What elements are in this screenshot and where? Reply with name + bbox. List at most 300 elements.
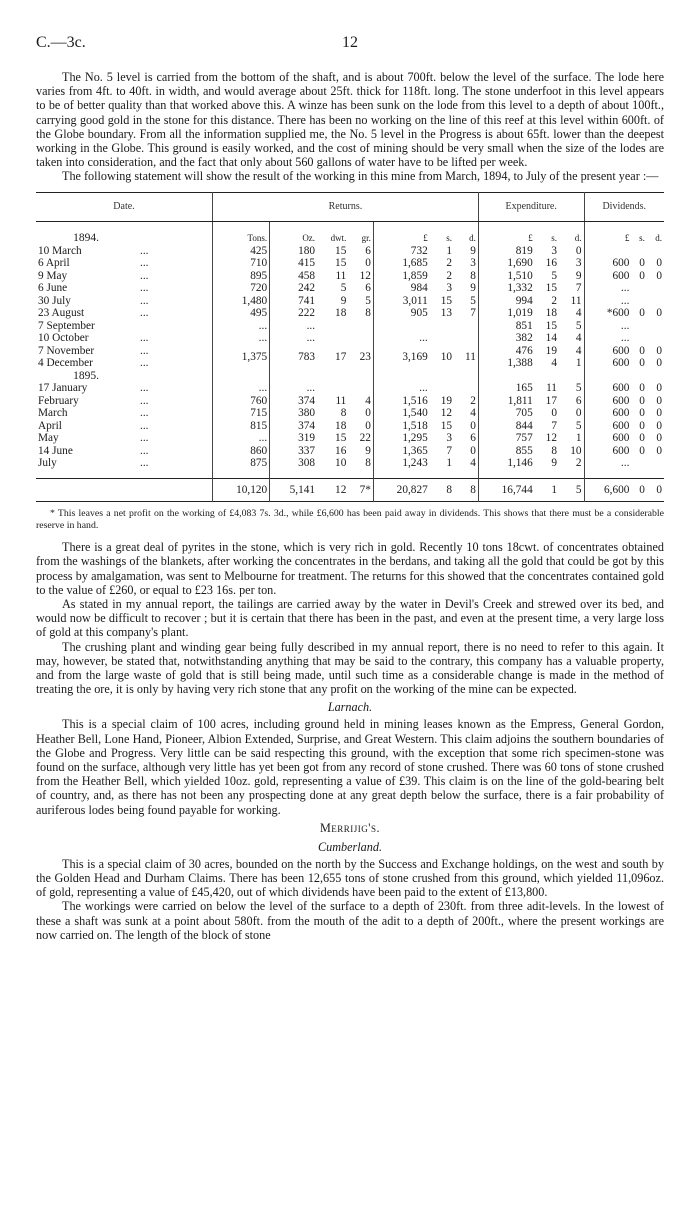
cell-el: 851 (478, 320, 534, 333)
cell-ds: 0 (639, 269, 645, 282)
cell-rl: 1,243 (373, 457, 429, 470)
unit-label: Tons. (213, 222, 270, 245)
paragraph: The following statement will show the result of the working in this mine from March, 1894, to July of the present year :— (62, 169, 659, 184)
row-date: 10 March (38, 244, 82, 257)
cell-gr: 4 (365, 394, 371, 407)
row-leader: ... (140, 407, 149, 420)
total-oz: 5,141 (270, 478, 317, 502)
unit-label: gr. (361, 233, 371, 244)
cell-dl: 600 (584, 432, 631, 445)
cell-ds: 0 (639, 382, 645, 395)
returns-header: Returns. (213, 192, 479, 222)
cell-rl: 1,365 (373, 445, 429, 458)
cell-dd (647, 282, 664, 295)
unit-label: £ (373, 222, 429, 245)
row-date: 23 August (38, 307, 85, 320)
cell-ds (631, 320, 646, 333)
row-date: 14 June (38, 444, 73, 457)
cell-rl: 1,685 (373, 257, 429, 270)
table-cell (584, 470, 631, 479)
unit-label: s. (446, 233, 452, 244)
cell-rd: 8 (470, 269, 476, 282)
cell-dwt (317, 332, 348, 345)
cell-es: 11 (546, 382, 557, 395)
cell-dl: ... (584, 295, 631, 308)
cell-ds (631, 295, 646, 308)
cell-dl: 600 (584, 445, 631, 458)
year-label: 1895. (73, 369, 99, 382)
cell-rd (454, 320, 478, 333)
cell-tons: 860 (213, 445, 270, 458)
table-cell (136, 478, 213, 502)
returns-table (36, 192, 664, 503)
cell-rd: 4 (470, 457, 476, 470)
paragraph: This is a special claim of 100 acres, including ground held in mining leases known as the Empress, General Gordon, Heather Bell, Lone Hand, Pioneer, Albion Extended, Surprise, and Great Western. This claim adjoins the southern boundaries of the Globe and Progress. Very little can be said respecting this ground, with the exception that some rich specimen-stone was found on the surface, although very little has yet been got from any record of stone crushed. There was 60 tons of stone crushed from the Heather Bell, which yielded 10oz. gold, representing a value of £39. This claim is on the line of the gold-bearing belt of country, and, as there has not been any prospecting done at any great depth below the surface, there is a fair probability of auriferous lodes being found payable for working. (36, 717, 664, 817)
table-cell (270, 470, 317, 479)
cell-ed: 7 (575, 282, 582, 295)
cell-ds: 0 (639, 394, 645, 407)
cell-gr: 0 (365, 407, 371, 420)
cell-ed: 1 (575, 432, 582, 445)
cell-oz: ... (270, 382, 317, 395)
cell-el: 705 (478, 407, 534, 420)
row-leader: ... (140, 257, 149, 270)
table-cell (631, 370, 646, 383)
row-leader: ... (140, 444, 149, 457)
cell-rs: 3 (446, 432, 452, 445)
cell-gr: 22 (359, 432, 371, 445)
cell-ed: 5 (575, 319, 582, 332)
cell-dwt: 15 (335, 257, 347, 270)
cell-dl: ... (584, 332, 631, 345)
cell-gr: 8 (365, 307, 371, 320)
cell-gr (348, 320, 373, 333)
table-cell (317, 370, 348, 383)
cell-ds (631, 332, 646, 345)
row-date: 6 April (38, 257, 70, 270)
cell-oz: 374 (270, 395, 317, 408)
cell-ds (631, 282, 646, 295)
table-cell (36, 470, 136, 479)
cell-rs: 2 (446, 269, 452, 282)
cell-gr: 8 (365, 457, 371, 470)
row-leader: ... (140, 432, 149, 445)
cell-oz: ... (270, 332, 317, 345)
cell-el: 844 (478, 420, 534, 433)
cell-el: 1,811 (478, 395, 534, 408)
cell-oz: 380 (270, 407, 317, 420)
cell-tons: 1,375 (213, 345, 270, 370)
cell-es: 3 (551, 244, 557, 257)
table-cell (478, 470, 534, 479)
table-row (36, 345, 664, 358)
cell-rs: 15 (440, 419, 452, 432)
document-reference: C.—3c. (36, 34, 86, 51)
cell-rs: 3 (446, 282, 452, 295)
unit-label: d. (469, 233, 476, 244)
cell-dd (647, 320, 664, 333)
paragraph: This is a special claim of 30 acres, bounded on the north by the Success and Exchange holdings, on the west and south by the Golden Head and Durham Claims. There has been 12,655 tons of stone crushed from this ground, which yielded 11,096oz. of gold, representing a value of £45,420, out of which dividends have been paid to the extent of £13,800. (36, 856, 664, 900)
cell-rl: ... (373, 332, 429, 345)
cell-oz: 741 (270, 295, 317, 308)
row-leader: ... (140, 357, 149, 370)
table-row (36, 307, 664, 320)
unit-label: s. (551, 233, 557, 244)
table-cell (559, 470, 584, 479)
paragraph: As stated in my annual report, the tailings are carried away by the water in Devil's Creek and strewed over its bed, and would now be difficult to recover ; but it is certain that there has been in the past, and even at the present time, a very large loss of gold at this company's plant. (36, 596, 664, 640)
cell-gr: 9 (365, 444, 371, 457)
totals-row (36, 478, 664, 502)
table-row (36, 420, 664, 433)
cell-tons: 1,480 (213, 295, 270, 308)
cell-tons: ... (213, 320, 270, 333)
cell-oz: 242 (270, 282, 317, 295)
cell-tons: ... (213, 332, 270, 345)
document-page (36, 30, 664, 942)
cell-dd: 0 (656, 307, 662, 320)
cell-gr (348, 332, 373, 345)
row-leader: ... (140, 244, 149, 257)
cell-dl: 600 (584, 257, 631, 270)
cell-ed: 11 (570, 294, 582, 307)
cell-el: 382 (478, 332, 534, 345)
cell-rl: 1,516 (373, 395, 429, 408)
cell-gr: 0 (365, 419, 371, 432)
cell-rl: 1,518 (373, 420, 429, 433)
unit-label: dwt. (330, 233, 347, 244)
total-dl: 6,600 (584, 478, 631, 502)
cell-ds: 0 (639, 257, 645, 270)
total-el: 16,744 (478, 478, 534, 502)
cell-rl: 1,540 (373, 407, 429, 420)
cell-rd: 2 (470, 394, 476, 407)
cell-oz: 415 (270, 257, 317, 270)
table-cell (36, 478, 136, 502)
cell-tons: 760 (213, 395, 270, 408)
cell-ed: 5 (575, 419, 582, 432)
cell-oz: ... (270, 320, 317, 333)
cell-dd: 0 (656, 419, 662, 432)
row-date: May (38, 432, 59, 445)
row-date: 7 November (38, 344, 95, 357)
cell-rd: 11 (464, 350, 476, 363)
cell-tons: ... (213, 382, 270, 395)
table-cell (454, 470, 478, 479)
unit-label: d. (574, 233, 582, 244)
table-cell (317, 470, 348, 479)
cell-ds: 0 (639, 407, 645, 420)
cell-dwt: 9 (340, 294, 347, 307)
cell-tons: ... (213, 432, 270, 445)
total-ds: 0 (631, 478, 646, 502)
cell-es: 9 (551, 457, 557, 470)
table-header-row (36, 192, 664, 222)
cell-dwt: 15 (335, 432, 347, 445)
cell-rd: 9 (470, 282, 476, 295)
cell-dl: 600 (584, 395, 631, 408)
total-dwt: 12 (317, 478, 348, 502)
cell-rl (373, 320, 429, 333)
cell-rl: 984 (373, 282, 429, 295)
cell-ed: 2 (575, 457, 582, 470)
row-date: March (38, 407, 68, 420)
cell-rd (454, 332, 478, 345)
total-es: 1 (535, 478, 559, 502)
cell-el: 476 (478, 345, 534, 358)
cell-oz: 308 (270, 457, 317, 470)
cell-el: 994 (478, 295, 534, 308)
row-leader: ... (140, 294, 149, 307)
cell-es: 2 (551, 294, 557, 307)
cell-tons: 815 (213, 420, 270, 433)
cell-rd: 7 (470, 307, 476, 320)
table-cell (454, 370, 478, 383)
unit-label: £ (478, 222, 534, 245)
dividends-header: Dividends. (584, 192, 664, 222)
cell-dd (647, 295, 664, 308)
total-dd: 0 (647, 478, 664, 502)
row-date: 4 December (38, 357, 93, 370)
table-cell (373, 470, 429, 479)
cell-oz: 180 (270, 245, 317, 258)
cell-dd: 0 (656, 394, 662, 407)
row-date: 10 October (38, 332, 89, 345)
cell-gr: 0 (365, 257, 371, 270)
cell-el: 1,332 (478, 282, 534, 295)
cell-gr: 6 (365, 282, 371, 295)
total-ed: 5 (559, 478, 584, 502)
table-row (36, 245, 664, 258)
cell-dd: 0 (656, 407, 662, 420)
cell-dl: 600 (584, 357, 631, 370)
cell-el: 1,146 (478, 457, 534, 470)
cell-rs: 1 (446, 244, 452, 257)
cell-tons: 495 (213, 307, 270, 320)
total-tons: 10,120 (213, 478, 270, 502)
table-cell (348, 370, 373, 383)
cell-es: 15 (545, 282, 557, 295)
cell-ed: 4 (575, 307, 582, 320)
table-cell (270, 370, 317, 383)
table-cell (535, 370, 559, 383)
cell-el: 819 (478, 245, 534, 258)
table-cell (559, 370, 584, 383)
row-leader (136, 320, 213, 333)
table-row (36, 432, 664, 445)
paragraph: The workings were carried on below the level of the surface to a depth of 230ft. from three adit-levels. In the lowest of these a shaft was sunk at a point about 580ft. from the mouth of the adit to a depth of 200ft., where the present workings are now carried on. The length of the block of stone (36, 899, 664, 942)
cell-ds: 0 (639, 419, 645, 432)
cell-dwt (317, 382, 348, 395)
cell-dl: 600 (584, 270, 631, 283)
unit-label: s. (639, 233, 645, 244)
cell-rl: 1,859 (373, 270, 429, 283)
unit-label: Oz. (270, 222, 317, 245)
paragraph: There is a great deal of pyrites in the stone, which is very rich in gold. Recently 10 tons 18cwt. of concentrates obtained from the washings of the blankets, after working the concentrates in the berdans, and taking all the gold that could be got by this process by amalgamation, was sent to Melbourne for treatment. The returns for this showed that the concentrates contained gold to the value of £260, or equal to £23 16s. per ton. (36, 540, 664, 597)
cell-dd (647, 457, 664, 470)
cell-oz: 222 (270, 307, 317, 320)
row-leader: ... (140, 269, 149, 282)
table-row (36, 332, 664, 345)
total-rd: 8 (454, 478, 478, 502)
table-row (36, 395, 664, 408)
cell-ed: 6 (575, 394, 582, 407)
cell-gr: 23 (359, 350, 371, 363)
expenditure-header: Expenditure. (478, 192, 584, 222)
cell-dwt: 10 (335, 457, 347, 470)
cell-dl: 600 (584, 407, 631, 420)
cell-dwt: 15 (335, 244, 347, 257)
cell-gr (348, 382, 373, 395)
table-cell (213, 370, 270, 383)
unit-label: d. (655, 233, 662, 244)
cell-ds: 0 (639, 307, 645, 320)
cell-rs (430, 382, 454, 395)
cell-ed: 10 (570, 444, 582, 457)
cell-tons: 720 (213, 282, 270, 295)
row-leader: ... (140, 457, 149, 470)
row-date: April (38, 419, 62, 432)
total-rl: 20,827 (373, 478, 429, 502)
table-cell (136, 370, 213, 383)
cell-el: 757 (478, 432, 534, 445)
date-header: Date. (36, 192, 213, 222)
section-title-larnach: Larnach. (327, 700, 373, 715)
cell-rd: 5 (470, 294, 476, 307)
section-subtitle-cumberland: Cumberland. (318, 839, 382, 854)
cell-rs (430, 332, 454, 345)
cell-ds: 0 (639, 344, 645, 357)
cell-dd: 0 (656, 269, 662, 282)
cell-el: 1,019 (478, 307, 534, 320)
table-row (36, 457, 664, 470)
cell-dwt (317, 320, 348, 333)
cell-rs: 15 (440, 294, 452, 307)
page-number: 12 (342, 34, 358, 51)
total-rs: 8 (430, 478, 454, 502)
table-row (36, 407, 664, 420)
cell-rs: 7 (446, 444, 452, 457)
cell-ds: 0 (639, 444, 645, 457)
cell-rd: 3 (470, 257, 476, 270)
cell-el: 1,388 (478, 357, 534, 370)
cell-el: 1,510 (478, 270, 534, 283)
table-row (36, 320, 664, 333)
cell-ed: 5 (575, 382, 582, 395)
row-leader: ... (140, 419, 149, 432)
cell-rl: 3,011 (373, 295, 429, 308)
table-cell (136, 470, 213, 479)
section-title-merrijig: Merrijig's. (319, 820, 381, 835)
row-leader: ... (140, 394, 149, 407)
table-cell (373, 370, 429, 383)
table-row (36, 270, 664, 283)
cell-rl: 3,169 (373, 345, 429, 370)
cell-dd (647, 332, 664, 345)
cell-es: 12 (545, 432, 557, 445)
page-header (36, 30, 664, 56)
cell-es: 4 (551, 357, 557, 370)
cell-rd: 9 (470, 244, 476, 257)
cell-oz: 783 (270, 345, 317, 370)
cell-rd: 4 (470, 407, 476, 420)
cell-es: 17 (545, 394, 557, 407)
table-cell (647, 470, 664, 479)
cell-dl: 600 (584, 382, 631, 395)
cell-el: 165 (478, 382, 534, 395)
table-cell (647, 370, 664, 383)
cell-oz: 319 (270, 432, 317, 445)
row-date: 6 June (38, 282, 68, 295)
table-cell (584, 370, 631, 383)
row-date: 7 September (38, 319, 95, 332)
table-row (36, 382, 664, 395)
cell-dd: 0 (656, 257, 662, 270)
cell-rs: 13 (440, 307, 452, 320)
cell-es: 8 (551, 444, 557, 457)
cell-dwt: 5 (340, 282, 347, 295)
cell-el: 855 (478, 445, 534, 458)
row-leader: ... (140, 307, 149, 320)
cell-dd: 0 (656, 444, 662, 457)
cell-ds (631, 457, 646, 470)
table-cell (213, 470, 270, 479)
cell-ed: 4 (575, 344, 582, 357)
row-leader: ... (140, 382, 149, 395)
table-cell (631, 470, 646, 479)
cell-es: 18 (545, 307, 557, 320)
spacer-row (36, 470, 664, 479)
cell-rs: 1 (446, 457, 452, 470)
table-cell (478, 370, 534, 383)
cell-ds: 0 (639, 432, 645, 445)
cell-rl: 905 (373, 307, 429, 320)
cell-es: 5 (551, 269, 557, 282)
row-date: 30 July (38, 294, 71, 307)
cell-rd: 0 (470, 444, 476, 457)
cell-dl: ... (584, 282, 631, 295)
row-leader: ... (140, 282, 149, 295)
cell-dwt: 18 (335, 419, 347, 432)
cell-dwt: 11 (335, 394, 347, 407)
year-label: 1894. (73, 232, 99, 245)
cell-tons: 875 (213, 457, 270, 470)
cell-dl: 600 (584, 345, 631, 358)
row-date: February (38, 394, 79, 407)
cell-es: 19 (545, 344, 557, 357)
cell-es: 7 (551, 419, 557, 432)
cell-rl: 732 (373, 245, 429, 258)
cell-gr: 5 (365, 294, 371, 307)
cell-oz: 337 (270, 445, 317, 458)
cell-ed: 4 (575, 332, 582, 345)
cell-ed: 0 (575, 244, 582, 257)
cell-rs: 2 (446, 257, 452, 270)
cell-oz: 458 (270, 270, 317, 283)
cell-rd (454, 382, 478, 395)
cell-ed: 3 (575, 257, 582, 270)
row-date: July (38, 457, 57, 470)
table-cell (535, 470, 559, 479)
cell-dwt: 11 (335, 269, 347, 282)
cell-es: 16 (545, 257, 557, 270)
cell-dl (584, 245, 631, 258)
year-row (36, 370, 664, 383)
units-row (36, 222, 664, 245)
cell-dd: 0 (656, 432, 662, 445)
paragraph: The No. 5 level is carried from the bottom of the shaft, and is about 700ft. below the level of the surface. The lode here varies from 4ft. to 40ft. in width, and would average about 25ft. thick for 118ft. long. The stone underfoot in this level appears to be of better quality than that worked above this. A winze has been sunk on the lode from this level to a depth of about 100ft., carrying good gold in the stone for this distance. There has been no working on the line of this reef at this level within 600ft. of the Globe boundary. From all the information supplied me, the No. 5 level in the Progress is about 65ft. lower than the deepest working in the Globe. This ground is easily worked, and the cost of mining should be very small when the size of the lodes are taken into consideration, and the fact that only about 560 gallons of water have to be lifted per week. (36, 70, 664, 170)
table-row (36, 257, 664, 270)
cell-ds (631, 245, 646, 258)
